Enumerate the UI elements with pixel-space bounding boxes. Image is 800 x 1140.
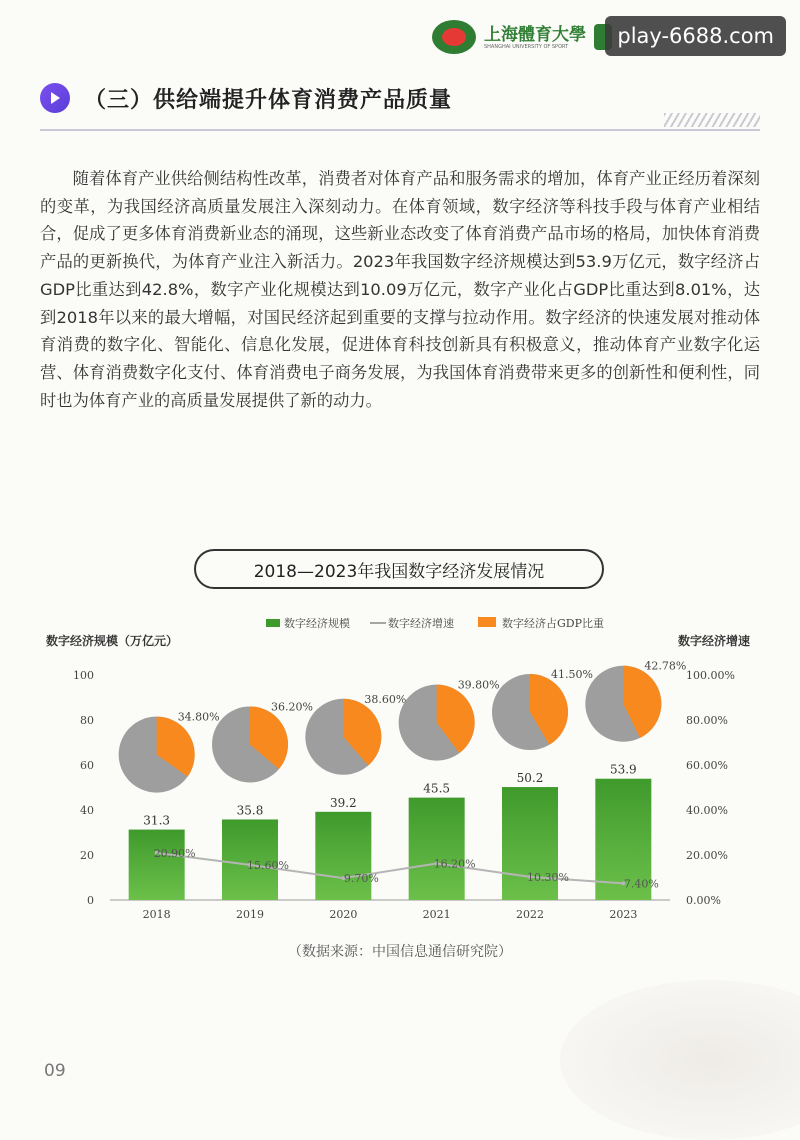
legend-swatch-pie xyxy=(478,617,496,627)
growth-value-label: 20.90% xyxy=(153,846,196,860)
legend-label-line: 数字经济增速 xyxy=(388,617,454,630)
pie-value-label: 39.80% xyxy=(457,678,500,692)
chart-title: 2018—2023年我国数字经济发展情况 xyxy=(194,549,604,589)
body-paragraph: 随着体育产业供给侧结构性改革，消费者对体育产品和服务需求的增加，体育产业正经历着深刻的变革，为我国经济高质量发展注入深刻动力。在体育领域，数字经济等科技手段与体育产业相结合，促成了更多体育消费新业态的涌现，这些新业态改变了体育消费产品市场的格局，加快体育消费产品的更新换代，为体育产业注入新活力。2023年我国数字经济规模达到53.9万亿元，数字经济占GDP比重达到42.8%，数字产业化规模达到10.09万亿元，数字产业化占GDP比重达到8.01%，达到2018年以来的最大增幅，对国民经济起到重要的支撑与拉动作用。数字经济的快速发展对推动体育消费的数字化、智能化、信息化发展，促进体育科技创新具有积极意义，推动体育产业数字化运营、体育消费数字化支付、体育消费电子商务发展，为我国体育消费带来更多的创新性和便利性，同时也为体育产业的高质量发展提供了新的动力。 xyxy=(40,169,760,410)
bar xyxy=(129,830,185,900)
data-source: （数据来源：中国信息通信研究院） xyxy=(288,944,512,960)
x-tick-label: 2019 xyxy=(236,908,264,921)
x-tick-label: 2020 xyxy=(329,908,358,921)
y2-tick-label: 40.00% xyxy=(686,804,728,817)
x-tick-label: 2023 xyxy=(609,908,638,921)
chart xyxy=(30,605,770,925)
university-name: 上海體育大學 xyxy=(484,24,586,45)
x-tick-label: 2021 xyxy=(422,908,451,921)
bar-value-label: 45.5 xyxy=(423,781,451,796)
pie-value-label: 42.78% xyxy=(644,659,687,673)
y-tick-label: 20 xyxy=(80,849,94,862)
bar-value-label: 53.9 xyxy=(609,762,637,777)
y-tick-label: 40 xyxy=(80,804,94,817)
bar xyxy=(315,812,371,900)
bar-value-label: 35.8 xyxy=(236,803,264,818)
university-name-en: SHANGHAI UNIVERSITY OF SPORT xyxy=(484,43,569,50)
y-tick-label: 80 xyxy=(80,714,94,727)
bar xyxy=(409,798,465,900)
university-logo xyxy=(484,25,586,50)
bar-value-label: 39.2 xyxy=(329,795,357,810)
section-title: （三）供给端提升体育消费产品质量 xyxy=(84,87,453,113)
growth-value-label: 9.70% xyxy=(343,872,379,886)
growth-value-label: 16.20% xyxy=(433,857,476,871)
y2-axis-title: 数字经济增速 xyxy=(677,634,750,648)
growth-value-label: 7.40% xyxy=(623,877,659,891)
y2-tick-label: 100.00% xyxy=(686,669,735,682)
y2-tick-label: 60.00% xyxy=(686,759,728,772)
y2-tick-label: 20.00% xyxy=(686,849,728,862)
title-divider xyxy=(40,129,760,131)
y-tick-label: 0 xyxy=(87,894,94,907)
pie-value-label: 38.60% xyxy=(364,692,407,706)
legend-swatch-bar xyxy=(266,619,280,627)
bar-value-label: 31.3 xyxy=(143,813,171,828)
y-tick-label: 100 xyxy=(73,669,94,682)
university-seal-icon xyxy=(432,20,476,54)
legend-label-bar: 数字经济规模 xyxy=(284,617,350,630)
growth-value-label: 10.30% xyxy=(527,870,569,884)
pie-value-label: 36.20% xyxy=(271,700,313,714)
background-decoration xyxy=(560,980,800,1140)
play-icon xyxy=(40,83,70,113)
bar-value-label: 50.2 xyxy=(516,771,544,786)
pie-value-label: 34.80% xyxy=(177,710,220,724)
page-number: 09 xyxy=(44,1061,66,1081)
x-tick-label: 2018 xyxy=(142,908,171,921)
watermark: play-6688.com xyxy=(605,16,786,56)
legend-label-pie: 数字经济占GDP比重 xyxy=(502,617,605,630)
y2-tick-label: 80.00% xyxy=(686,714,728,727)
y-tick-label: 60 xyxy=(80,759,94,772)
x-tick-label: 2022 xyxy=(516,908,544,921)
y-axis-title: 数字经济规模（万亿元） xyxy=(46,634,179,648)
pie-value-label: 41.50% xyxy=(551,668,593,682)
growth-value-label: 15.60% xyxy=(247,858,289,872)
y2-tick-label: 0.00% xyxy=(686,894,721,907)
section-header xyxy=(40,78,760,118)
decorative-hatch xyxy=(664,113,760,127)
